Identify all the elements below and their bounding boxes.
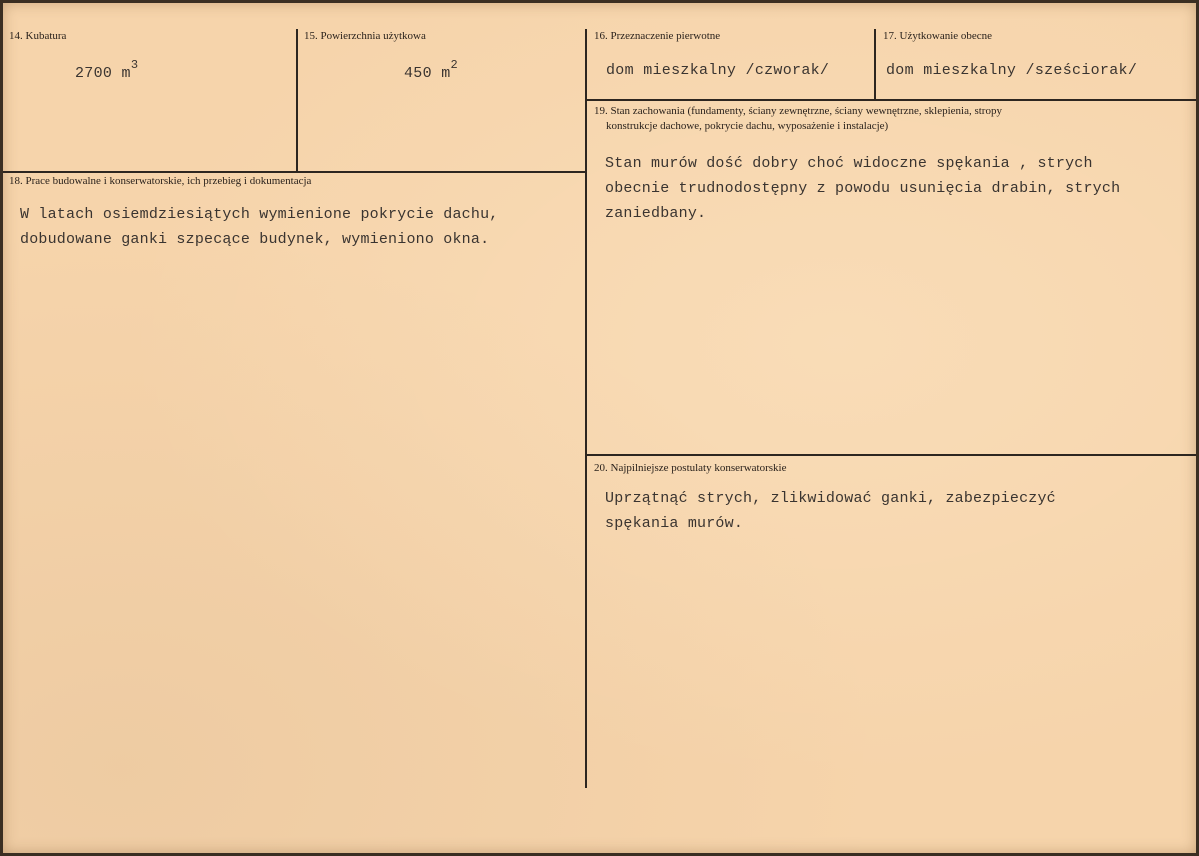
top-row-divider-left (3, 171, 585, 173)
prace-text (20, 202, 498, 252)
powierzchnia-value (404, 58, 459, 82)
stan-line: Stan murów dość dobry choć widoczne spękania , strych (605, 155, 1093, 172)
top-row-divider-right (587, 99, 1196, 101)
uzytkowanie-label: 17. Użytkowanie obecne (883, 30, 993, 42)
stan-text (605, 151, 1120, 226)
stan-label (594, 104, 1002, 134)
prace-label: 18. Prace budowalne i konserwatorskie, ich przebieg i dokumentacja (9, 175, 312, 187)
przeznaczenie-label: 16. Przeznaczenie pierwotne (594, 30, 721, 42)
postulaty-line: Uprzątnąć strych, zlikwidować ganki, zabezpieczyć (605, 490, 1056, 507)
powierzchnia-number: 450 m (404, 65, 451, 82)
powierzchnia-exponent: 2 (450, 58, 459, 72)
powierzchnia-label: 15. Powierzchnia użytkowa (304, 30, 426, 42)
stan-label-line: konstrukcje dachowe, pokrycie dachu, wyposażenie i instalacje) (606, 120, 889, 132)
stan-line: zaniedbany. (605, 205, 707, 222)
main-vertical-divider (585, 29, 587, 788)
postulaty-label: 20. Najpilniejsze postulaty konserwatorskie (594, 462, 787, 474)
postulaty-text (605, 486, 1056, 536)
kubatura-value (75, 58, 139, 82)
postulaty-line: spękania murów. (605, 515, 744, 532)
przeznaczenie-value: dom mieszkalny /czworak/ (606, 62, 830, 79)
stan-label-line: 19. Stan zachowania (fundamenty, ściany zewnętrzne, ściany wewnętrzne, sklepienia, stropy (594, 105, 1002, 117)
kubatura-label: 14. Kubatura (9, 30, 67, 42)
uzytkowanie-value: dom mieszkalny /sześciorak/ (886, 62, 1138, 79)
section-19-20-divider (587, 454, 1196, 456)
divider-16-17 (874, 29, 876, 99)
kubatura-number: 2700 m (75, 65, 131, 82)
prace-line: W latach osiemdziesiątych wymienione pokrycie dachu, (20, 206, 499, 223)
stan-line: obecnie trudnodostępny z powodu usunięcia drabin, strych (605, 180, 1121, 197)
divider-14-15 (296, 29, 298, 171)
prace-line: dobudowane ganki szpecące budynek, wymieniono okna. (20, 231, 490, 248)
record-card (3, 3, 1196, 853)
kubatura-exponent: 3 (130, 58, 139, 72)
